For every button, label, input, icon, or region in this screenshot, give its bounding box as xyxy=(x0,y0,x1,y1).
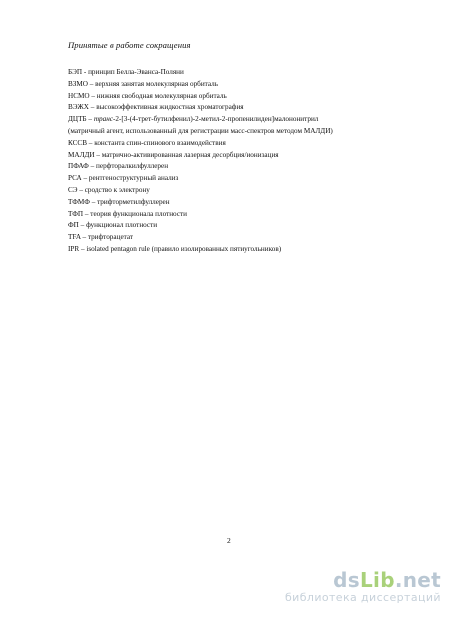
separator: – xyxy=(89,91,97,100)
abbreviation: TFA xyxy=(68,233,81,242)
list-item xyxy=(68,173,398,185)
definition: функционал плотности xyxy=(86,221,158,230)
definition: перфторалкилфуллерен xyxy=(96,162,169,171)
separator: – xyxy=(94,150,102,159)
separator: – xyxy=(81,174,89,183)
separator: – xyxy=(78,221,87,230)
list-item xyxy=(68,67,398,79)
separator: – xyxy=(89,197,98,206)
watermark-logo-ds: ds xyxy=(333,568,360,592)
list-item-continuation xyxy=(68,126,398,138)
definition: трифторметилфуллерен xyxy=(97,197,170,206)
watermark xyxy=(285,569,441,604)
separator: – xyxy=(87,79,96,88)
list-item xyxy=(68,232,398,244)
definition: (матричный агент, использованный для регистрации масс-спектров методом МАЛДИ) xyxy=(68,126,333,135)
page-title: Принятые в работе сокращения xyxy=(68,40,191,50)
abbreviation: ДЦТБ xyxy=(68,115,87,124)
definition-italic-prefix: транс xyxy=(93,115,113,124)
definition: матрично-активированная лазерная десорбция/ионизация xyxy=(101,150,279,159)
abbreviation: КССВ xyxy=(68,138,87,147)
list-item xyxy=(68,150,398,162)
abbreviation: ТФМФ xyxy=(68,197,90,206)
abbreviation-list xyxy=(68,67,398,256)
abbreviation: СЭ xyxy=(68,185,78,194)
page-number: 2 xyxy=(227,536,231,545)
separator: – xyxy=(77,185,85,194)
definition: сродство к электрону xyxy=(84,185,150,194)
list-item xyxy=(68,114,398,126)
definition: isolated pentagon rule (правило изолированных пятиугольников) xyxy=(86,244,282,253)
definition: трифторацетат xyxy=(87,233,134,242)
abbreviation: IPR xyxy=(68,244,80,253)
definition: нижняя свободная молекулярная орбиталь xyxy=(96,91,227,100)
definition: рентгеноструктурный анализ xyxy=(88,174,179,183)
watermark-logo-lib: Lib xyxy=(360,568,395,592)
list-item xyxy=(68,79,398,91)
list-item xyxy=(68,91,398,103)
list-item xyxy=(68,244,398,256)
abbreviation: ВЗМО xyxy=(68,79,88,88)
list-item xyxy=(68,138,398,150)
abbreviation: МАЛДИ xyxy=(68,150,95,159)
definition: теория функционала плотности xyxy=(90,209,188,218)
abbreviation: ВЭЖХ xyxy=(68,103,89,112)
list-item xyxy=(68,209,398,221)
abbreviation: ПФАФ xyxy=(68,162,89,171)
separator: – xyxy=(80,233,88,242)
definition: верхняя занятая молекулярная орбиталь xyxy=(95,79,219,88)
abbreviation: НСМО xyxy=(68,91,90,100)
watermark-subtitle: библиотека диссертаций xyxy=(284,591,441,604)
separator: – xyxy=(83,209,91,218)
abbreviation: ФП xyxy=(68,221,79,230)
separator: – xyxy=(79,244,87,253)
definition: высокоэффективная жидкостная хроматография xyxy=(96,103,244,112)
list-item xyxy=(68,102,398,114)
watermark-logo xyxy=(285,569,441,591)
abbreviation: ТФП xyxy=(68,209,84,218)
definition: -2-[3-(4-трет-бутилфенил)-2-метил-2-пропенилиден]малононитрил xyxy=(112,115,319,124)
separator: - xyxy=(82,68,89,76)
definition: константа спин-спинового взаимодействия xyxy=(94,138,226,147)
separator: – xyxy=(87,138,95,147)
separator: – xyxy=(86,115,94,124)
separator: – xyxy=(88,162,97,171)
list-item xyxy=(68,185,398,197)
abbreviation: БЭП xyxy=(68,68,83,76)
definition: принцип Белла-Эванса-Поляни xyxy=(88,68,184,76)
watermark-logo-net: .net xyxy=(394,568,441,592)
list-item xyxy=(68,197,398,209)
abbreviation: РСА xyxy=(68,174,82,183)
separator: – xyxy=(89,103,97,112)
list-item xyxy=(68,220,398,232)
list-item xyxy=(68,161,398,173)
